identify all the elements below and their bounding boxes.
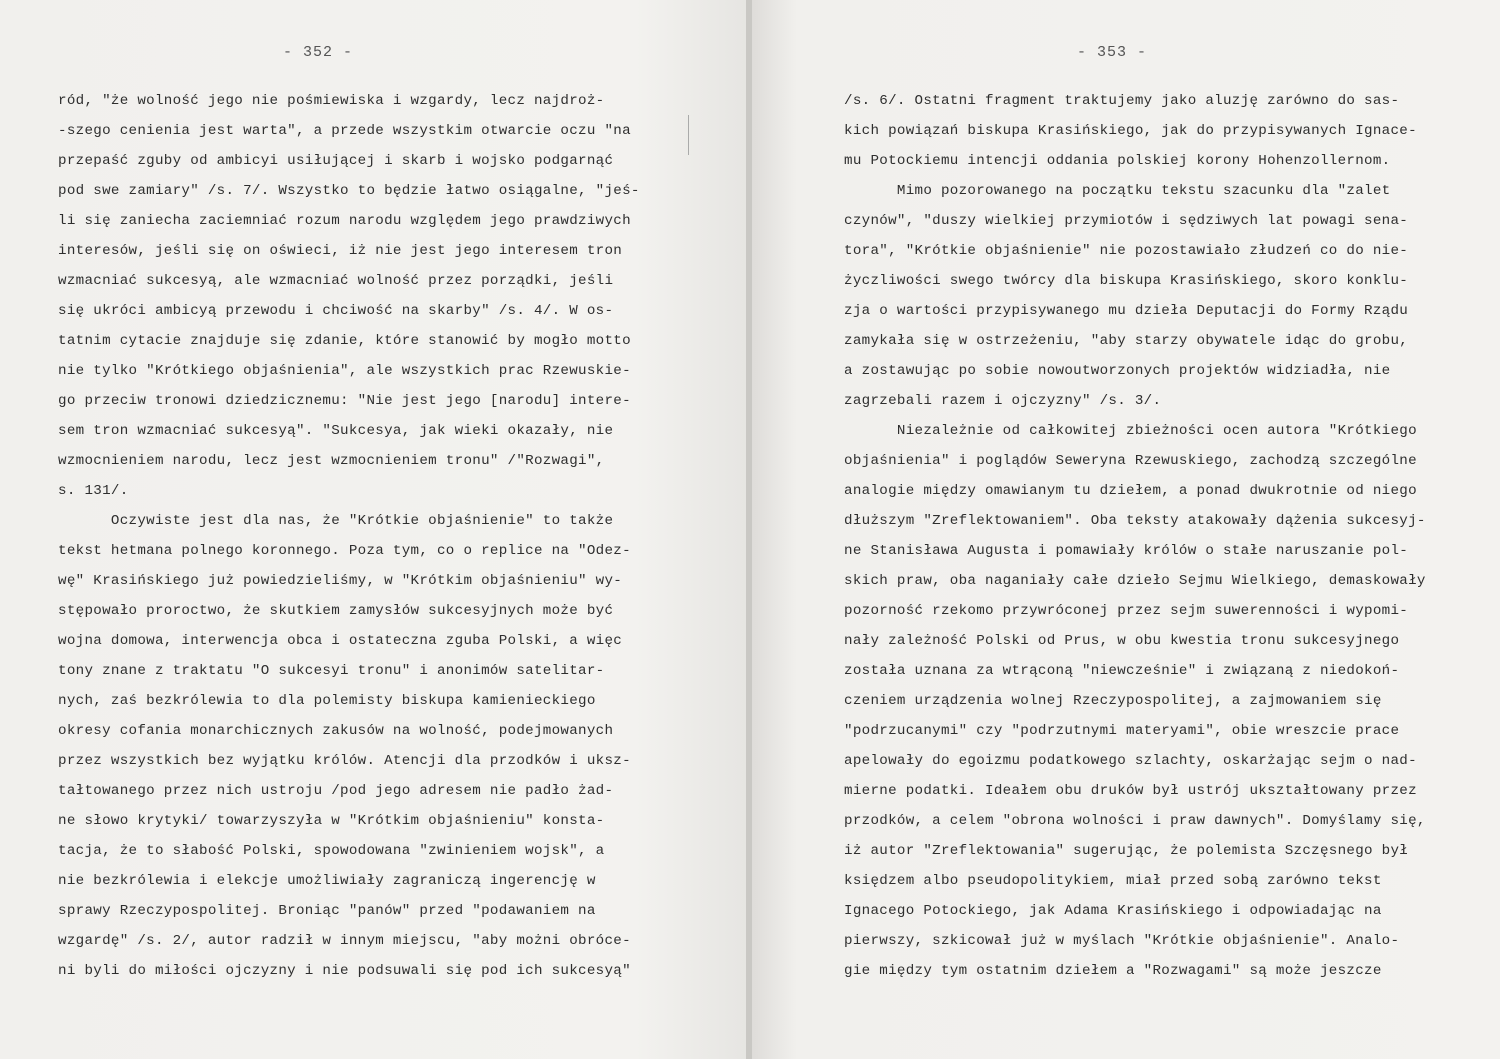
text-line: została uznana za wtrąconą "niewcześnie" i związaną z niedokoń-: [844, 663, 1400, 679]
text-line: iż autor "Zreflektowania" sugerując, że polemista Szczęsnego był: [844, 843, 1409, 859]
text-line: interesów, jeśli się on oświeci, iż nie jest jego interesem tron: [58, 243, 623, 259]
text-line: tora", "Krótkie objaśnienie" nie pozostawiało złudzeń co do nie-: [844, 243, 1409, 259]
text-line: li się zaniecha zaciemniać rozum narodu względem jego prawdziwych: [58, 213, 631, 229]
text-line: analogie między omawianym tu dziełem, a ponad dwukrotnie od niego: [844, 483, 1417, 499]
text-line: ne słowo krytyki/ towarzyszyła w "Krótkim objaśnieniu" konsta-: [58, 813, 605, 829]
text-line: wzmacniać sukcesyą, ale wzmacniać wolność przez porządki, jeśli: [58, 273, 614, 289]
text-line: nych, zaś bezkrólewia to dla polemisty biskupa kamienieckiego: [58, 693, 596, 709]
text-line: Ignacego Potockiego, jak Adama Krasińskiego i odpowiadając na: [844, 903, 1382, 919]
text-line: dłuższym "Zreflektowaniem". Oba teksty atakowały dążenia sukcesyj-: [844, 513, 1426, 529]
text-line: sprawy Rzeczypospolitej. Broniąc "panów" przed "podawaniem na: [58, 903, 596, 919]
text-line: czynów", "duszy wielkiej przymiotów i sędziwych lat powagi sena-: [844, 213, 1409, 229]
text-line: tałtowanego przez nich ustroju /pod jego adresem nie padło żad-: [58, 783, 614, 799]
text-line: "podrzucanymi" czy "podrzutnymi materyami", obie wreszcie prace: [844, 723, 1400, 739]
text-line: /s. 6/. Ostatni fragment traktujemy jako aluzję zarówno do sas-: [844, 93, 1400, 109]
text-line: wę" Krasińskiego już powiedzieliśmy, w "Krótkim objaśnieniu" wy-: [58, 573, 623, 589]
page-number: - 353 -: [1077, 44, 1148, 61]
text-line: go przeciw tronowi dziedzicznemu: "Nie jest jego [narodu] intere-: [58, 393, 631, 409]
text-line: czeniem urządzenia wolnej Rzeczypospolitej, a zajmowaniem się: [844, 693, 1382, 709]
text-line: zamykała się w ostrzeżeniu, "aby starzy obywatele idąc do grobu,: [844, 333, 1409, 349]
text-line: objaśnienia" i poglądów Seweryna Rzewuskiego, zachodzą szczególne: [844, 453, 1417, 469]
text-line: pierwszy, szkicował już w myślach "Krótkie objaśnienie". Analo-: [844, 933, 1400, 949]
text-line: tekst hetmana polnego koronnego. Poza tym, co o replice na "Odez-: [58, 543, 631, 559]
text-line: Niezależnie od całkowitej zbieżności ocen autora "Krótkiego: [844, 423, 1417, 439]
text-line: okresy cofania monarchicznych zakusów na wolność, podejmowanych: [58, 723, 614, 739]
text-line: Oczywiste jest dla nas, że "Krótkie objaśnienie" to także: [58, 513, 614, 529]
text-line: -szego cenienia jest warta", a przede wszystkim otwarcie oczu "na: [58, 123, 631, 139]
text-line: zja o wartości przypisywanego mu dzieła Deputacji do Formy Rządu: [844, 303, 1409, 319]
text-line: zagrzebali razem i ojczyzny" /s. 3/.: [844, 393, 1162, 409]
text-line: nały zależność Polski od Prus, w obu kwestia tronu sukcesyjnego: [844, 633, 1400, 649]
text-line: wzgardę" /s. 2/, autor radził w innym miejscu, "aby możni obróce-: [58, 933, 631, 949]
text-line: a zostawując po sobie nowoutworzonych projektów widziadła, nie: [844, 363, 1391, 379]
text-line: apelowały do egoizmu podatkowego szlachty, oskarżając sejm o nad-: [844, 753, 1417, 769]
text-line: pod swe zamiary" /s. 7/. Wszystko to będzie łatwo osiągalne, "jeś-: [58, 183, 640, 199]
text-line: gie między tym ostatnim dziełem a "Rozwagami" są może jeszcze: [844, 963, 1382, 979]
text-line: wzmocnieniem narodu, lecz jest wzmocnieniem tronu" /"Rozwagi",: [58, 453, 605, 469]
text-line: mierne podatki. Ideałem obu druków był ustrój ukształtowany przez: [844, 783, 1417, 799]
text-line: Mimo pozorowanego na początku tekstu szacunku dla "zalet: [844, 183, 1391, 199]
right-page: [752, 0, 1500, 1059]
text-line: się ukróci ambicyą przewodu i chciwość na skarby" /s. 4/. W os-: [58, 303, 614, 319]
text-line: s. 131/.: [58, 483, 129, 499]
text-line: sem tron wzmacniać sukcesyą". "Sukcesya, jak wieki okazały, nie: [58, 423, 614, 439]
text-line: pozorność rzekomo przywróconej przez sejm suwerenności i wypomi-: [844, 603, 1409, 619]
text-line: stępowało proroctwo, że skutkiem zamysłów sukcesyjnych może być: [58, 603, 614, 619]
text-line: przodków, a celem "obrona wolności i praw dawnych". Domyślamy się,: [844, 813, 1426, 829]
text-line: nie bezkrólewia i elekcje umożliwiały zagraniczą ingerencję w: [58, 873, 596, 889]
text-line: ród, "że wolność jego nie pośmiewiska i wzgardy, lecz najdroż-: [58, 93, 605, 109]
text-line: ni byli do miłości ojczyzny i nie podsuwali się pod ich sukcesyą": [58, 963, 631, 979]
text-line: księdzem albo pseudopolitykiem, miał przed sobą zarówno tekst: [844, 873, 1382, 889]
text-line: kich powiązań biskupa Krasińskiego, jak do przypisywanych Ignace-: [844, 123, 1417, 139]
text-line: skich praw, oba naganiały całe dzieło Sejmu Wielkiego, demaskowały: [844, 573, 1426, 589]
text-line: nie tylko "Krótkiego objaśnienia", ale wszystkich prac Rzewuskie-: [58, 363, 631, 379]
text-line: tatnim cytacie znajduje się zdanie, które stanowić by mogło motto: [58, 333, 631, 349]
text-line: przez wszystkich bez wyjątku królów. Atencji dla przodków i uksz-: [58, 753, 631, 769]
page-number: - 352 -: [283, 44, 354, 61]
text-line: tacja, że to słabość Polski, spowodowana "zwinieniem wojsk", a: [58, 843, 605, 859]
text-line: ne Stanisława Augusta i pomawiały królów o stałe naruszanie pol-: [844, 543, 1409, 559]
text-line: życzliwości swego twórcy dla biskupa Krasińskiego, skoro konklu-: [844, 273, 1409, 289]
text-line: mu Potockiemu intencji oddania polskiej korony Hohenzollernom.: [844, 153, 1391, 169]
text-line: tony znane z traktatu "O sukcesyi tronu" i anonimów satelitar-: [58, 663, 605, 679]
text-line: wojna domowa, interwencja obca i ostateczna zguba Polski, a więc: [58, 633, 623, 649]
text-line: przepaść zguby od ambicyi usiłującej i skarb i wojsko podgarnąć: [58, 153, 614, 169]
margin-mark: [688, 115, 689, 155]
left-page: [0, 0, 748, 1059]
